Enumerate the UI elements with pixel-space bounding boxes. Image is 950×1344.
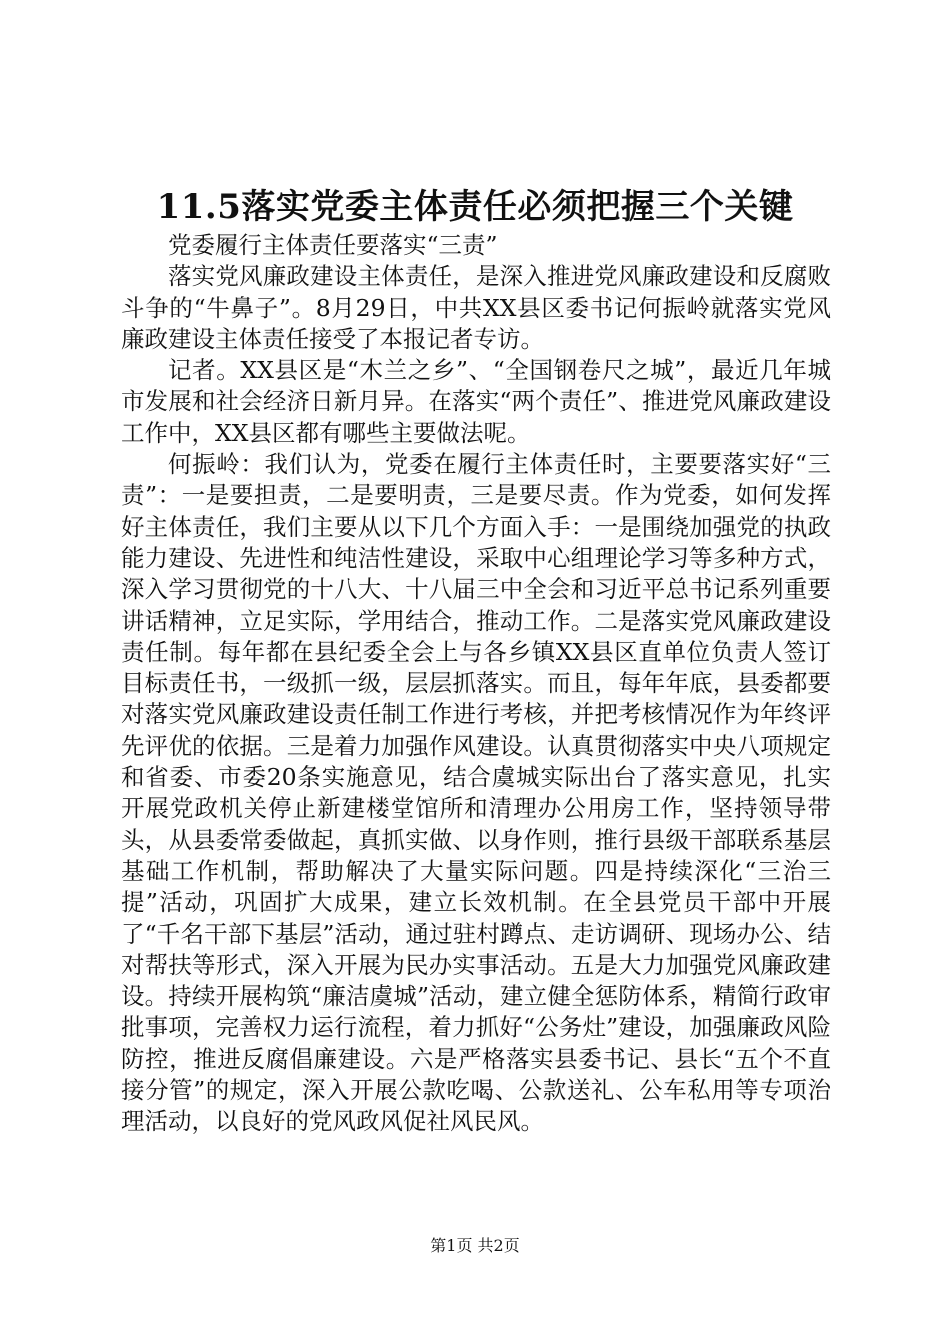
document-title: 11.5落实党委主体责任必须把握三个关键 bbox=[156, 187, 794, 227]
paragraph-answer: 何振岭：我们认为，党委在履行主体责任时，主要要落实好“三责”：一是要担责，二是要明责，三是要尽责。作为党委，如何发挥好主体责任，我们主要从以下几个方面入手：一是围绕加强党的执政能力建设、先进性和纯洁性建设，采取中心组理论学习等多种方式，深入学习贯彻党的十八大、十八届三中全会和习近平总书记系列重要讲话精神，立足实际，学用结合，推动工作。二是落实党风廉政建设责任制。每年都在县纪委全会上与各乡镇XX县区直单位负责人签订目标责任书，一级抓一级，层层抓落实。而且，每年年底，县委都要对落实党风廉政建设责任制工作进行考核，并把考核情况作为年终评先评优的依据。三是着力加强作风建设。认真贯彻落实中央八项规定和省委、市委20条实施意见，结合虞城实际出台了落实意见，扎实开展党政机关停止新建楼堂馆所和清理办公用房工作，坚持领导带头，从县委常委做起，真抓实做、以身作则，推行县级干部联系基层基础工作机制，帮助解决了大量实际问题。四是持续深化“三治三提”活动，巩固扩大成果，建立长效机制。在全县党员干部中开展了“千名干部下基层”活动，通过驻村蹲点、走访调研、现场办公、结对帮扶等形式，深入开展为民办实事活动。五是大力加强党风廉政建设。持续开展构筑“廉洁虞城”活动，建立健全惩防体系，精简行政审批事项，完善权力运行流程，着力抓好“公务灶”建设，加强廉政风险防控，推进反腐倡廉建设。六是严格落实县委书记、县长“五个不直接分管”的规定，深入开展公款吃喝、公款送礼、公车私用等专项治理活动，以良好的党风政风促社风民风。 bbox=[121, 450, 831, 1136]
paragraph-question: 记者。XX县区是“木兰之乡”、“全国钢卷尺之城”，最近几年城市发展和社会经济日新月异。在落实“两个责任”、推进党风廉政建设工作中，XX县区都有哪些主要做法呢。 bbox=[121, 356, 831, 447]
page-number-footer: 第1页 共2页 bbox=[430, 1236, 520, 1255]
paragraph-intro: 落实党风廉政建设主体责任，是深入推进党风廉政建设和反腐败斗争的“牛鼻子”。8月29日，中共XX县区委书记何振岭就落实党风廉政建设主体责任接受了本报记者专访。 bbox=[121, 262, 831, 353]
document-body bbox=[121, 230, 831, 1138]
paragraph-subtitle: 党委履行主体责任要落实“三责” bbox=[168, 231, 498, 259]
